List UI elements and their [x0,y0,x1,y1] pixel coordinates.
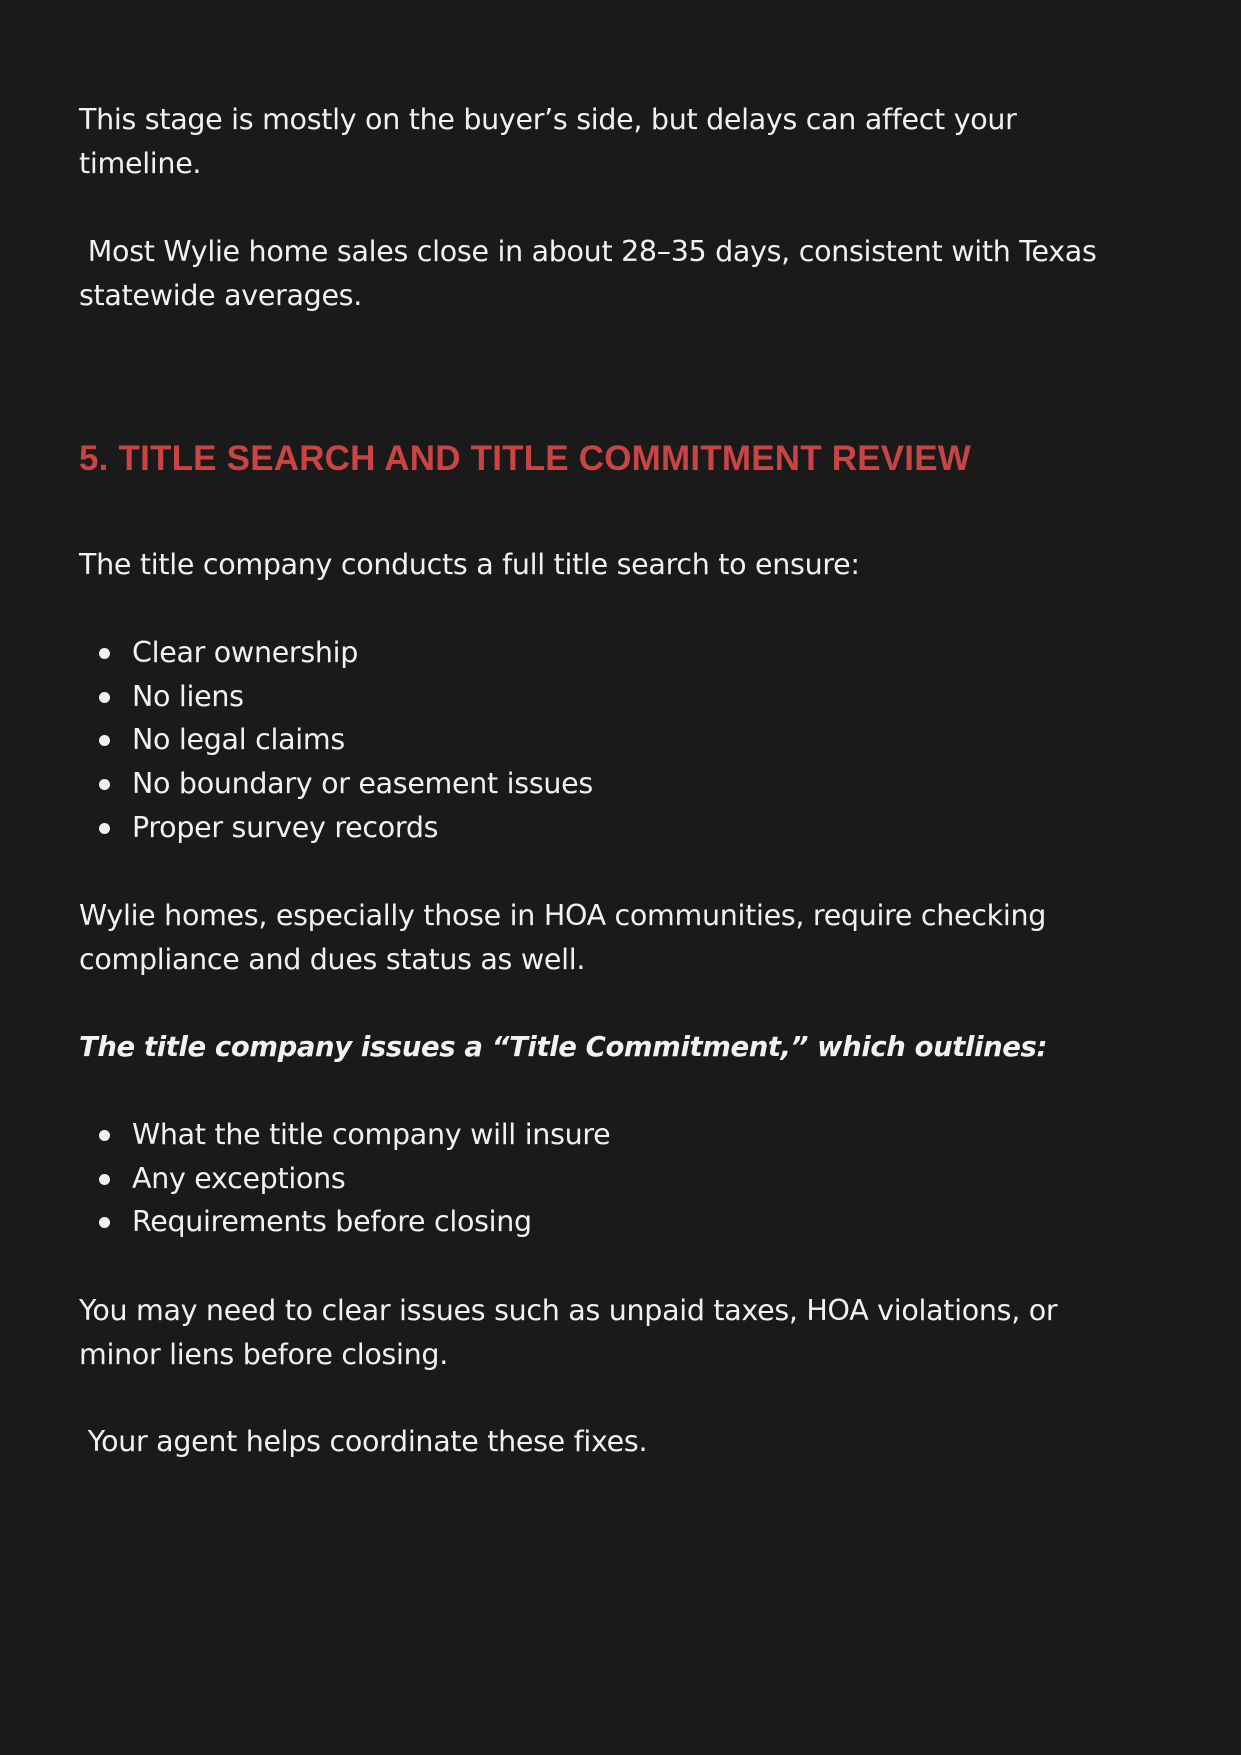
title-search-intro: The title company conducts a full title search to ensure: [79,548,860,581]
section-heading: 5. TITLE SEARCH AND TITLE COMMITMENT REVIEW [79,439,972,478]
clear-issues-paragraph: You may need to clear issues such as unpaid taxes, HOA violations, or minor liens before closing. [79,1294,1067,1371]
hoa-compliance-paragraph: Wylie homes, especially those in HOA communities, require checking compliance and dues status as well. [79,899,1055,976]
bullet-icon [99,692,110,703]
intro-paragraph: This stage is mostly on the buyer’s side, but delays can affect your timeline. [79,103,1026,180]
bullet-icon [99,1217,110,1228]
bullet-icon [99,1130,110,1141]
bullet-icon [99,735,110,746]
list-item: Proper survey records [79,806,593,850]
bullet-icon [99,1174,110,1185]
list-item: Clear ownership [79,631,593,675]
list-item: Requirements before closing [79,1200,610,1244]
list-item: Any exceptions [79,1157,610,1201]
agent-help-paragraph: Your agent helps coordinate these fixes. [79,1425,648,1458]
bullet-icon [99,648,110,659]
title-commitment-list [79,1113,610,1244]
title-commitment-lead: The title company issues a “Title Commitment,” which outlines: [79,1031,1048,1063]
bullet-icon [99,823,110,834]
title-search-checklist [79,631,593,850]
list-item: No boundary or easement issues [79,762,593,806]
list-item: What the title company will insure [79,1113,610,1157]
list-item: No legal claims [79,718,593,762]
bullet-icon [99,779,110,790]
closing-timeline-paragraph: Most Wylie home sales close in about 28–35 days, consistent with Texas statewide averages. [79,235,1106,312]
list-item: No liens [79,675,593,719]
